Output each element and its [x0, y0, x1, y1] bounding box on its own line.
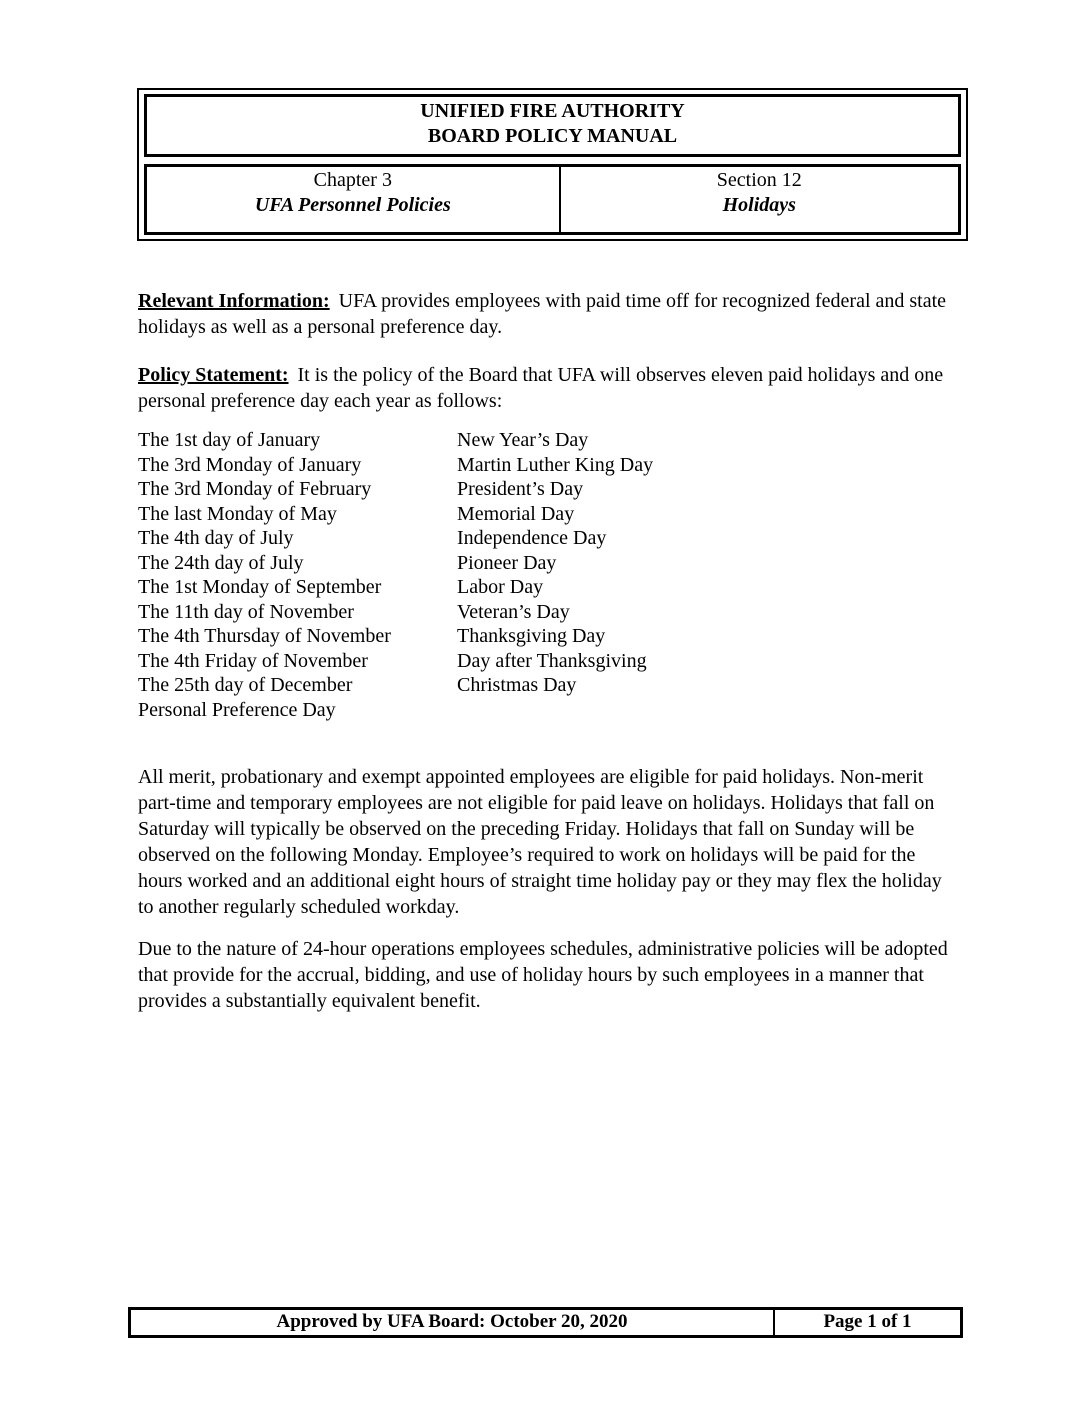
- holiday-name: Thanksgiving Day: [457, 625, 606, 647]
- approval-text: Approved by UFA Board: October 20, 2020: [131, 1310, 775, 1335]
- holiday-date: The 11th day of November: [138, 600, 354, 623]
- holiday-date: Personal Preference Day: [138, 698, 336, 721]
- chapter-section-row: [144, 164, 961, 235]
- holiday-date: The 4th Thursday of November: [138, 625, 391, 647]
- holiday-name: Labor Day: [457, 576, 544, 598]
- holiday-row: [138, 551, 950, 576]
- holiday-list: [138, 428, 950, 722]
- manual-title: BOARD POLICY MANUAL: [427, 125, 678, 147]
- section-cell: [561, 167, 958, 232]
- chapter-label: Chapter 3: [313, 169, 392, 191]
- holiday-date: The 4th Friday of November: [138, 649, 368, 672]
- holiday-row: [138, 502, 950, 527]
- holiday-row: [138, 575, 950, 600]
- page-number: Page 1 of 1: [823, 1311, 912, 1332]
- relevant-information-label: Relevant Information:: [138, 290, 330, 312]
- document-header-table: [137, 88, 968, 241]
- relevant-information-paragraph: [138, 288, 950, 340]
- holiday-date: The 1st Monday of September: [138, 576, 382, 598]
- holiday-name: Day after Thanksgiving: [457, 649, 647, 672]
- holiday-name: Martin Luther King Day: [457, 453, 654, 476]
- operations-paragraph: Due to the nature of 24-hour operations employees schedules, administrative policies will be adopted that provide for the accrual, bidding, and use of holiday hours by such employees in a manner that provides a substantially equivalent benefit.: [138, 938, 948, 1012]
- holiday-date: The 1st day of January: [138, 429, 321, 451]
- policy-statement-label: Policy Statement:: [138, 364, 289, 386]
- holiday-date: The 4th day of July: [138, 527, 294, 549]
- holiday-row: [138, 600, 950, 625]
- holiday-row: [138, 453, 950, 478]
- holiday-date: The 24th day of July: [138, 551, 304, 574]
- holiday-date: The 3rd Monday of February: [138, 478, 372, 500]
- holiday-name: New Year’s Day: [457, 429, 589, 451]
- relevant-information-text: UFA provides employees with paid time off for recognized federal and state holidays as well as a personal preference day.: [138, 290, 947, 338]
- holiday-name: Veteran’s Day: [457, 600, 570, 623]
- org-title: UNIFIED FIRE AUTHORITY: [420, 100, 685, 122]
- holiday-row: [138, 526, 950, 551]
- holiday-row: [138, 649, 950, 674]
- holiday-row: [138, 673, 950, 698]
- eligibility-paragraph: All merit, probationary and exempt appointed employees are eligible for paid holidays. Non-merit part-time and temporary employees are not eligible for paid leave on holidays. Holidays that fall on Saturday will typically be observed on the preceding Friday. Holidays that fall on Sunday will be observed on the following Monday. Employee’s required to work on holidays will be paid for the hours worked and an additional eight hours of straight time holiday pay or they may flex the holiday to another regularly scheduled workday.: [138, 766, 942, 918]
- holiday-name: Christmas Day: [457, 674, 577, 696]
- document-body: [138, 288, 950, 1014]
- holiday-date: The last Monday of May: [138, 502, 337, 525]
- holiday-row: [138, 698, 950, 723]
- policy-statement-paragraph: [138, 362, 950, 414]
- holiday-row: [138, 428, 950, 453]
- holiday-name: Memorial Day: [457, 502, 575, 525]
- holiday-date: The 3rd Monday of January: [138, 453, 362, 476]
- chapter-name: UFA Personnel Policies: [254, 194, 451, 216]
- policy-statement-text: It is the policy of the Board that UFA will observes eleven paid holidays and one personal preference day each year as follows:: [138, 364, 944, 412]
- holiday-row: [138, 624, 950, 649]
- chapter-cell: [147, 167, 561, 232]
- section-name: Holidays: [722, 194, 796, 216]
- holiday-row: [138, 477, 950, 502]
- holiday-name: Independence Day: [457, 527, 607, 549]
- document-title-block: [144, 94, 961, 157]
- holiday-name: President’s Day: [457, 478, 584, 500]
- document-footer-table: [128, 1307, 963, 1338]
- holiday-date: The 25th day of December: [138, 674, 353, 696]
- section-label: Section 12: [716, 169, 802, 191]
- holiday-name: Pioneer Day: [457, 551, 557, 574]
